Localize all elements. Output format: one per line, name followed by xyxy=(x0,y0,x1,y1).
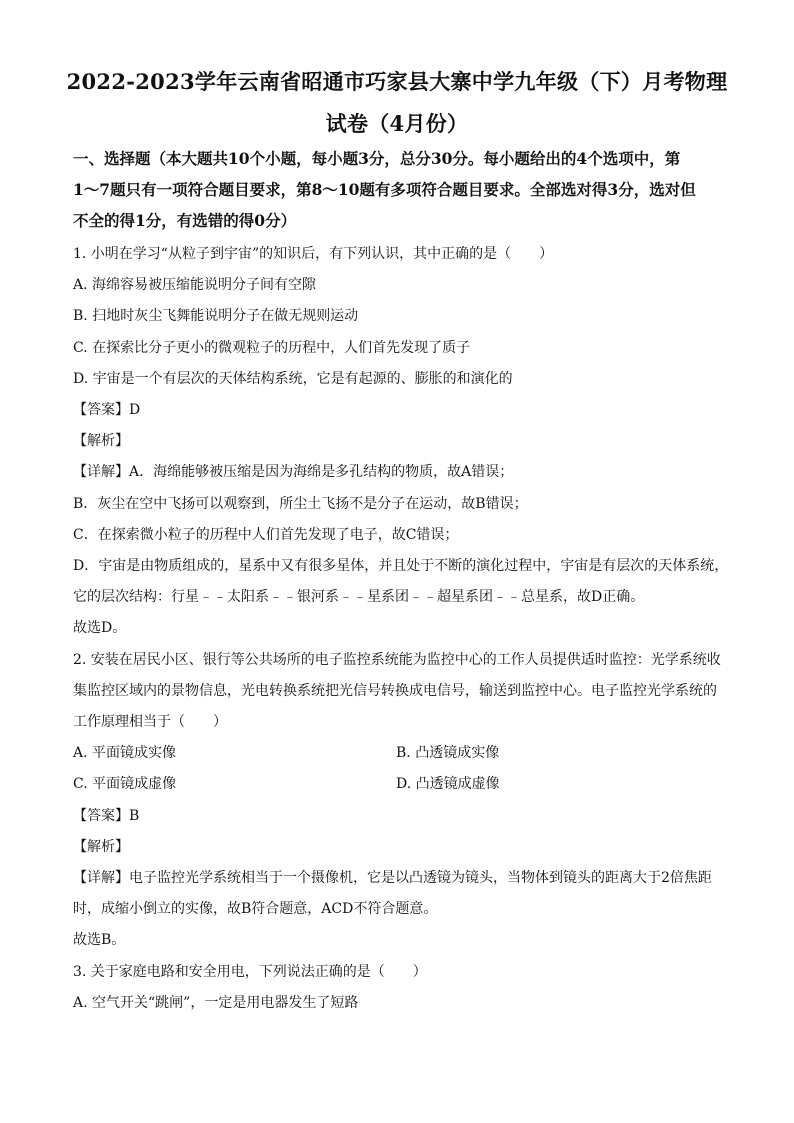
question-2-conclusion: 故选B。 xyxy=(73,932,126,948)
question-1-option-c: C. 在探索比分子更小的微观粒子的历程中，人们首先发现了质子 xyxy=(73,340,471,356)
exam-title-line1: 2022-2023学年云南省昭通市巧家县大寨中学九年级（下）月考物理 xyxy=(66,69,728,94)
question-1-detail-1 xyxy=(73,462,513,482)
detail-text: A．海绵能够被压缩是因为海绵是多孔结构的物质，故A错误； xyxy=(129,464,514,480)
detail-label: 【详解】 xyxy=(73,464,129,480)
question-1-option-a: A. 海绵容易被压缩能说明分子间有空隙 xyxy=(73,277,317,293)
detail-text: 电子监控光学系统相当于一个摄像机，它是以凸透镜为镜头，当物体到镜头的距离大于2倍焦距 xyxy=(129,870,712,886)
question-2-detail-2: 时，成缩小倒立的实像，故B符合题意，ACD不符合题意。 xyxy=(73,901,438,917)
exam-title-line2: 试卷（4月份） xyxy=(325,111,469,136)
question-2-stem-2: 集监控区域内的景物信息，光电转换系统把光信号转换成电信号，输送到监控中心。电子监控光学系统的 xyxy=(73,683,717,699)
question-1-option-b: B. 扫地时灰尘飞舞能说明分子在做无规则运动 xyxy=(73,308,359,324)
question-3-option-a: A. 空气开关“跳闸”，一定是用电器发生了短路 xyxy=(73,995,359,1011)
question-2-stem-3: 工作原理相当于（ ） xyxy=(73,714,227,730)
question-2-analysis-label: 【解析】 xyxy=(73,839,129,855)
question-1-detail-2: B．灰尘在空中飞扬可以观察到，所尘土飞扬不是分子在运动，故B错误； xyxy=(73,496,528,512)
detail-label: 【详解】 xyxy=(73,870,129,886)
question-2-option-d: D. 凸透镜成虚像 xyxy=(396,776,500,792)
question-1-analysis-label: 【解析】 xyxy=(73,433,129,449)
question-2-option-c: C. 平面镜成虚像 xyxy=(73,776,177,792)
section-heading-line2: 1～7题只有一项符合题目要求，第8～10题有多项符合题目要求。全部选对得3分，选对但 xyxy=(73,180,696,199)
question-3-stem: 3. 关于家庭电路和安全用电，下列说法正确的是（ ） xyxy=(73,964,427,980)
question-1-option-d: D. 宇宙是一个有层次的天体结构系统，它是有起源的、膨胀的和演化的 xyxy=(73,371,513,387)
question-2-detail-1 xyxy=(73,868,712,888)
question-1-conclusion: 故选D。 xyxy=(73,620,127,636)
question-2-option-b: B. 凸透镜成实像 xyxy=(396,745,500,761)
question-1-stem: 1. 小明在学习“从粒子到宇宙”的知识后，有下列认识，其中正确的是（ ） xyxy=(73,246,554,262)
question-1-detail-4: D．宇宙是由物质组成的，星系中又有很多星体，并且处于不断的演化过程中，宇宙是有层次的天体系统， xyxy=(73,558,729,574)
question-2-stem-1: 2. 安装在居民小区、银行等公共场所的电子监控系统能为监控中心的工作人员提供适时监控：光学系统收 xyxy=(73,652,721,668)
question-1-detail-5: 它的层次结构：行星﹣﹣太阳系﹣﹣银河系﹣﹣星系团﹣﹣超星系团﹣﹣总星系，故D正确。 xyxy=(73,589,645,605)
question-2-answer: 【答案】B xyxy=(73,808,140,824)
question-1-detail-3: C．在探索微小粒子的历程中人们首先发现了电子，故C错误； xyxy=(73,527,459,543)
question-2-option-a: A. 平面镜成实像 xyxy=(73,745,177,761)
section-heading-line3: 不全的得1分，有选错的得0分） xyxy=(73,211,297,230)
section-heading-line1: 一、选择题（本大题共10个小题，每小题3分，总分30分。每小题给出的4个选项中，第 xyxy=(73,149,681,168)
question-1-answer: 【答案】D xyxy=(73,402,141,418)
